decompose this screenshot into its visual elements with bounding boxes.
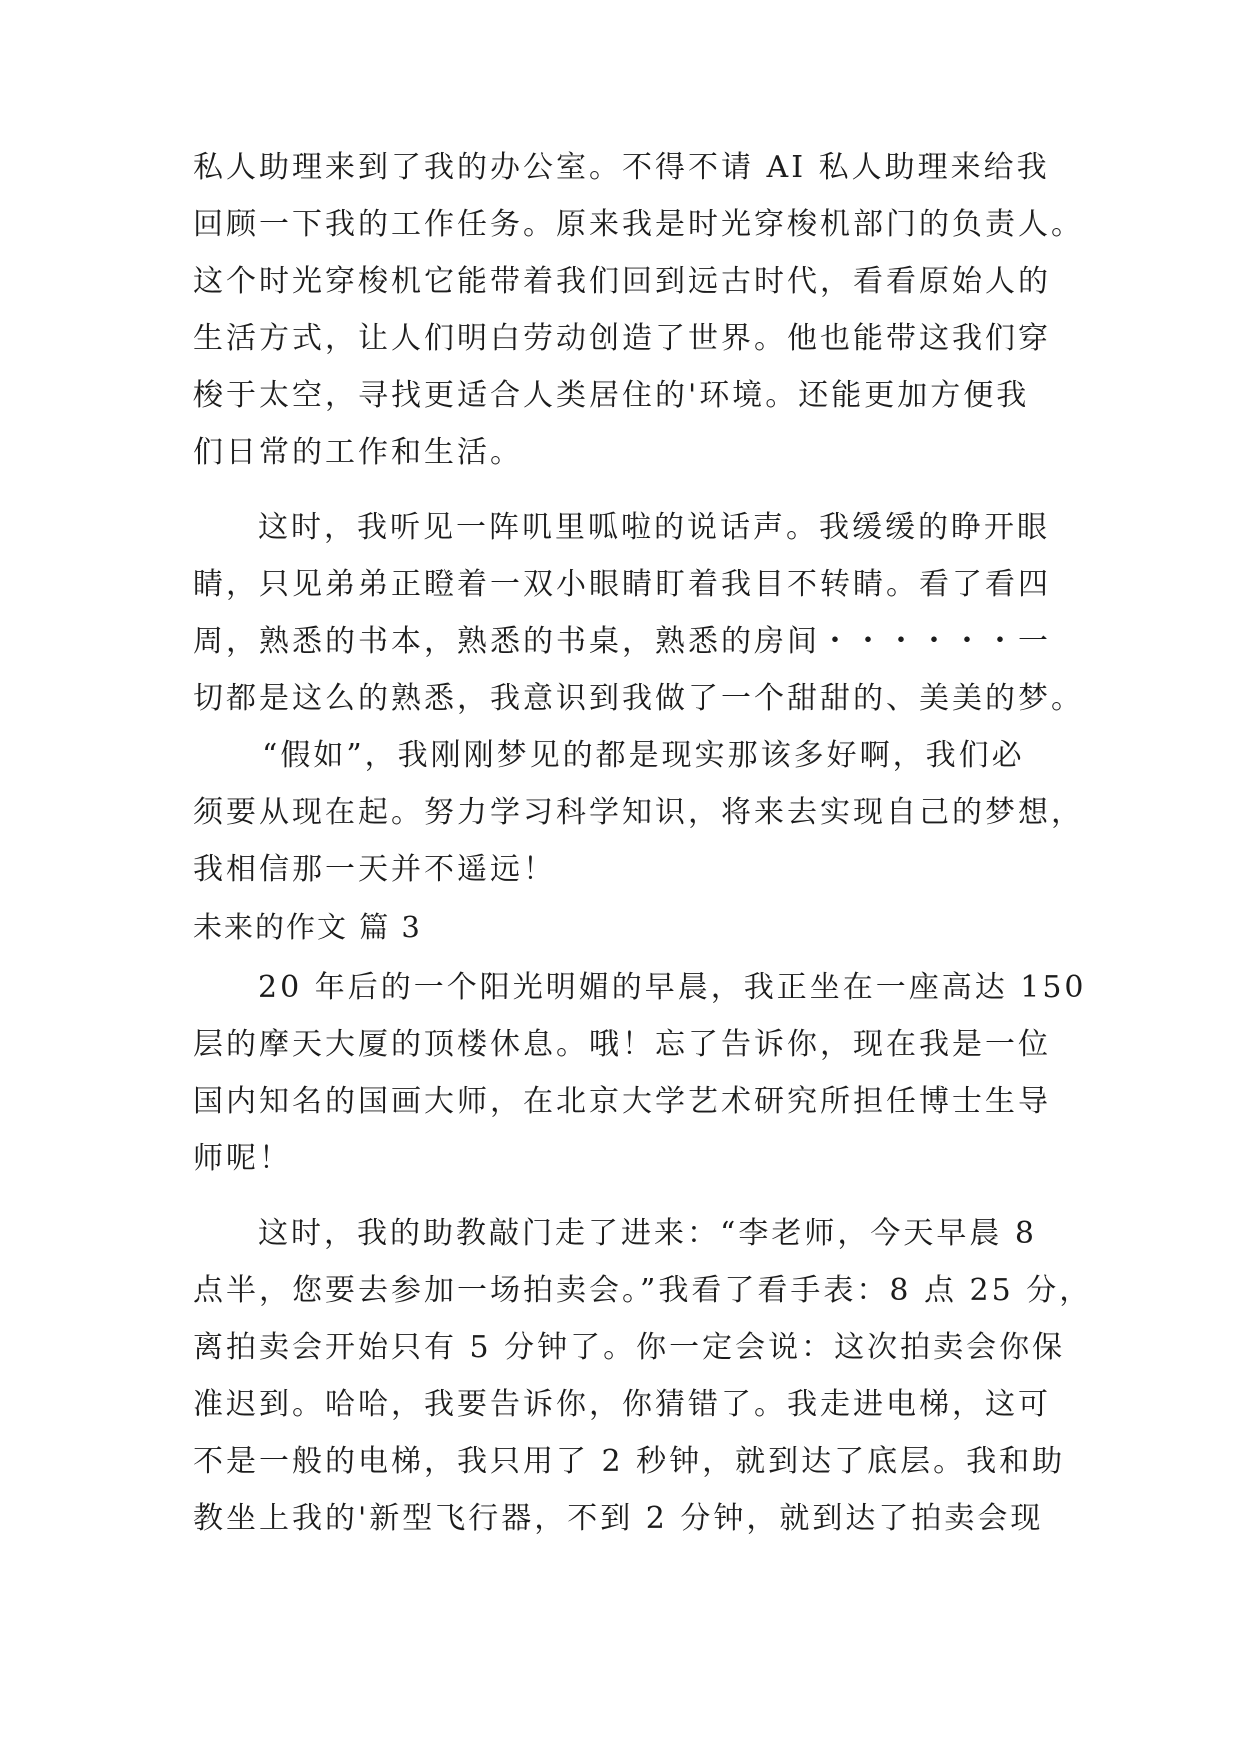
section-heading: 未来的作文 篇 3	[193, 910, 422, 944]
text-line: 周，熟悉的书本，熟悉的书桌，熟悉的房间・・・・・・一	[193, 624, 1051, 659]
text-line: 离拍卖会开始只有 5 分钟了。你一定会说：这次拍卖会你保	[193, 1330, 1066, 1365]
text-line: 我相信那一天并不遥远！	[193, 852, 556, 887]
text-line: 须要从现在起。努力学习科学知识，将来去实现自己的梦想，	[193, 795, 1084, 830]
text-line: 切都是这么的熟悉，我意识到我做了一个甜甜的、美美的梦。	[193, 681, 1084, 716]
text-line: 不是一般的电梯，我只用了 2 秒钟，就到达了底层。我和助	[193, 1444, 1066, 1479]
text-line: 层的摩天大厦的顶楼休息。哦！忘了告诉你，现在我是一位	[193, 1027, 1051, 1062]
text-line: 教坐上我的'新型飞行器，不到 2 分钟，就到达了拍卖会现	[193, 1501, 1044, 1536]
text-line: 们日常的工作和生活。	[193, 435, 523, 470]
text-line: 国内知名的国画大师，在北京大学艺术研究所担任博士生导	[193, 1084, 1051, 1119]
text-line: 这时，我的助教敲门走了进来：“李老师，今天早晨 8	[258, 1216, 1037, 1251]
text-line: 这时，我听见一阵叽里呱啦的说话声。我缓缓的睁开眼	[258, 510, 1050, 545]
text-line: 私人助理来到了我的办公室。不得不请 AI 私人助理来给我	[193, 150, 1050, 185]
text-line: “假如”，我刚刚梦见的都是现实那该多好啊，我们必	[262, 738, 1025, 773]
text-line: 回顾一下我的工作任务。原来我是时光穿梭机部门的负责人。	[193, 207, 1084, 242]
text-line: 师呢！	[193, 1141, 292, 1176]
text-line: 睛，只见弟弟正瞪着一双小眼睛盯着我目不转睛。看了看四	[193, 567, 1051, 602]
text-line: 梭于太空，寻找更适合人类居住的'环境。还能更加方便我	[193, 378, 1030, 413]
text-line: 这个时光穿梭机它能带着我们回到远古时代，看看原始人的	[193, 264, 1051, 299]
text-line: 准迟到。哈哈，我要告诉你，你猜错了。我走进电梯，这可	[193, 1387, 1051, 1422]
text-line: 20 年后的一个阳光明媚的早晨，我正坐在一座高达 150	[258, 970, 1087, 1005]
text-line: 生活方式，让人们明白劳动创造了世界。他也能带这我们穿	[193, 321, 1051, 356]
text-line: 点半，您要去参加一场拍卖会。”我看了看手表：8 点 25 分，	[193, 1273, 1093, 1308]
